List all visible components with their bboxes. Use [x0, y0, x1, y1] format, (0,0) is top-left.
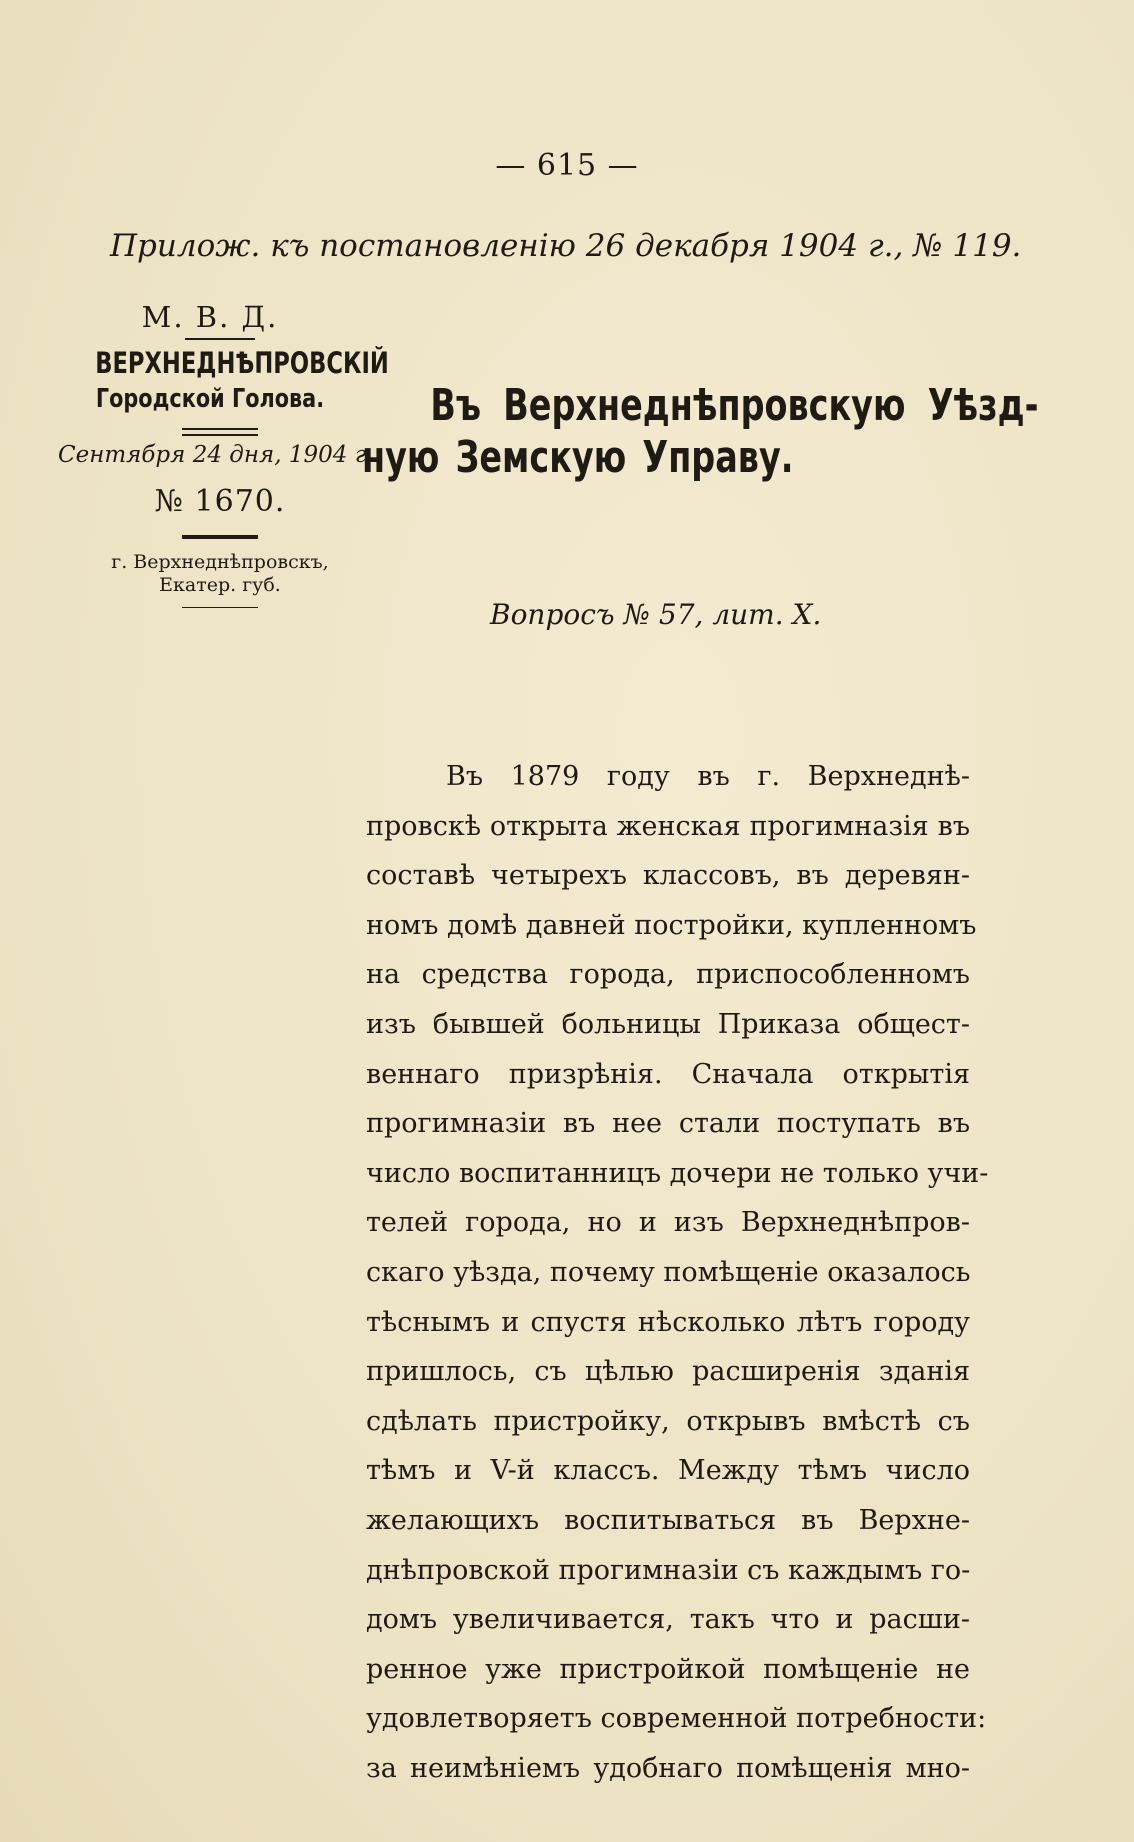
body-line: желающихъ воспитываться въ Верхне-: [366, 1504, 970, 1536]
divider: [182, 607, 258, 608]
addressee-line-1: Въ Верхнеднѣпровскую Уѣзд-: [430, 380, 1039, 431]
body-line: ренное уже пристройкой помѣщеніе не: [366, 1653, 970, 1685]
page-number: — 615 —: [495, 148, 639, 183]
addressee-heading: [362, 380, 1039, 484]
body-line: скаго уѣзда, почему помѣщеніе оказалось: [366, 1256, 971, 1288]
question-reference: Вопросъ № 57, лит. Х.: [490, 598, 822, 631]
office-title: Городской Голова.: [95, 384, 325, 414]
body-line: составѣ четырехъ классовъ, въ деревян-: [366, 860, 970, 892]
body-line: веннаго призрѣнія. Сначала открытія: [366, 1058, 970, 1090]
body-line: изъ бывшей больницы Приказа общест-: [366, 1008, 970, 1040]
body-line: провскѣ открыта женская прогимназія въ: [366, 810, 970, 842]
body-line: пришлось, съ цѣлью расширенія зданія: [366, 1356, 970, 1388]
body-line: удовлетворяетъ современной потребности:: [366, 1703, 987, 1735]
body-line: телей города, но и изъ Верхнеднѣпров-: [366, 1207, 970, 1239]
divider: [185, 338, 255, 340]
double-divider: [182, 428, 258, 436]
body-line: тѣснымъ и спустя нѣсколько лѣтъ городу: [366, 1306, 970, 1338]
appendix-note: Прилож. къ постановленію 26 декабря 1904 г., № 119.: [110, 228, 1022, 264]
body-line: за неимѣніемъ удобнаго помѣщенія мно-: [366, 1752, 970, 1784]
body-line: тѣмъ и V-й классъ. Между тѣмъ число: [366, 1455, 970, 1487]
body-line: число воспитанницъ дочери не только учи-: [366, 1157, 989, 1189]
letter-date: Сентября 24 дня, 1904 г.: [58, 442, 374, 468]
place-line-1: г. Верхнеднѣпровскъ,: [111, 551, 329, 573]
body-line: прогимназіи въ нее стали поступать въ: [366, 1108, 970, 1140]
office-name: ВЕРХНЕДНѢПРОВСКІЙ: [95, 346, 389, 380]
divider: [182, 535, 258, 539]
body-line: домъ увеличивается, такъ что и расши-: [366, 1604, 970, 1636]
body-line: днѣпровской прогимназіи съ каждымъ го-: [366, 1554, 971, 1586]
body-line: на средства города, приспособленномъ: [366, 959, 970, 991]
body-line: номъ домѣ давней постройки, купленномъ: [366, 909, 977, 941]
letter-number: № 1670.: [154, 484, 286, 519]
body-line: сдѣлать пристройку, открывъ вмѣстѣ съ: [366, 1405, 970, 1437]
body-line: Въ 1879 году въ г. Верхнеднѣ-: [446, 761, 970, 792]
sender-block: [58, 300, 389, 608]
place-line-2: Екатер. губ.: [159, 574, 281, 596]
body-text: [366, 752, 989, 1793]
addressee-line-2: ную Земскую Управу.: [362, 432, 794, 483]
ministry-abbreviation: М. В. Д.: [141, 300, 279, 334]
